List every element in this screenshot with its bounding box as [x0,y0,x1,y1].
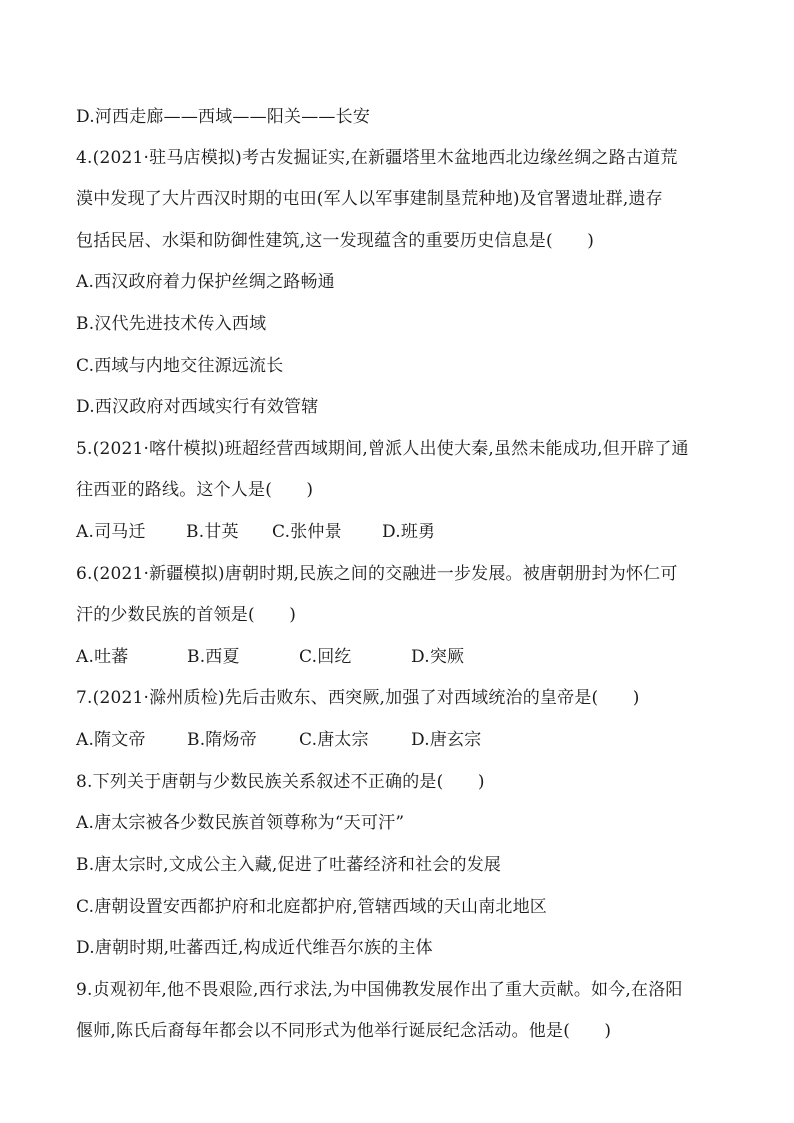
q5-option-a: A.司马迁 [76,522,146,542]
q5-options [76,520,435,544]
q8-option-a: A.唐太宗被各少数民族首领尊称为“天可汗” [76,813,405,833]
q7-options [76,728,481,752]
q6-option-d: D.突厥 [411,647,465,667]
q5-stem-line-2: 往西亚的路线。这个人是( ) [76,480,314,500]
q7-option-c: C.唐太宗 [299,730,369,750]
q7-stem: 7.(2021·滁州质检)先后击败东、西突厥,加强了对西域统治的皇帝是( ) [76,688,640,708]
q3-option-d: D.河西走廊——西域——阳关——长安 [76,107,371,127]
q6-stem-line-1: 6.(2021·新疆模拟)唐朝时期,民族之间的交融进一步发展。被唐朝册封为怀仁可 [76,564,678,584]
q5-option-d: D.班勇 [382,522,436,542]
q5-stem-line-1: 5.(2021·喀什模拟)班超经营西域期间,曾派人出使大秦,虽然未能成功,但开辟了通 [76,439,689,459]
q4-option-c: C.西域与内地交往源远流长 [76,356,284,376]
q9-stem-line-2: 偃师,陈氏后裔每年都会以不同形式为他举行诞辰纪念活动。他是( ) [76,1021,612,1041]
q6-option-a: A.吐蕃 [76,647,129,667]
q8-stem: 8.下列关于唐朝与少数民族关系叙述不正确的是( ) [76,772,485,792]
q6-options [76,645,464,669]
q9-stem-line-1: 9.贞观初年,他不畏艰险,西行求法,为中国佛教发展作出了重大贡献。如今,在洛阳 [76,980,683,1000]
q7-option-d: D.唐玄宗 [411,730,482,750]
q4-stem-line-3: 包括民居、水渠和防御性建筑,这一发现蕴含的重要历史信息是( ) [76,231,595,251]
q5-option-b: B.甘英 [186,522,239,542]
q6-option-b: B.西夏 [187,647,240,667]
q6-stem-line-2: 汗的少数民族的首领是( ) [76,605,297,625]
q4-option-d: D.西汉政府对西域实行有效管辖 [76,397,319,417]
q8-option-c: C.唐朝设置安西都护府和北庭都护府,管辖西域的天山南北地区 [76,897,548,917]
q8-option-d: D.唐朝时期,吐蕃西迁,构成近代维吾尔族的主体 [76,938,433,958]
q4-stem-line-1: 4.(2021·驻马店模拟)考古发掘证实,在新疆塔里木盆地西北边缘丝绸之路古道荒 [76,148,678,168]
q7-option-a: A.隋文帝 [76,730,146,750]
q5-option-c: C.张仲景 [272,522,342,542]
q4-stem-line-2: 漠中发现了大片西汉时期的屯田(军人以军事建制垦荒种地)及官署遗址群,遗存 [76,189,663,209]
q6-option-c: C.回纥 [299,647,352,667]
q8-option-b: B.唐太宗时,文成公主入藏,促进了吐蕃经济和社会的发展 [76,855,502,875]
q4-option-a: A.西汉政府着力保护丝绸之路畅通 [76,272,335,292]
q7-option-b: B.隋炀帝 [187,730,257,750]
q4-option-b: B.汉代先进技术传入西域 [76,314,267,334]
